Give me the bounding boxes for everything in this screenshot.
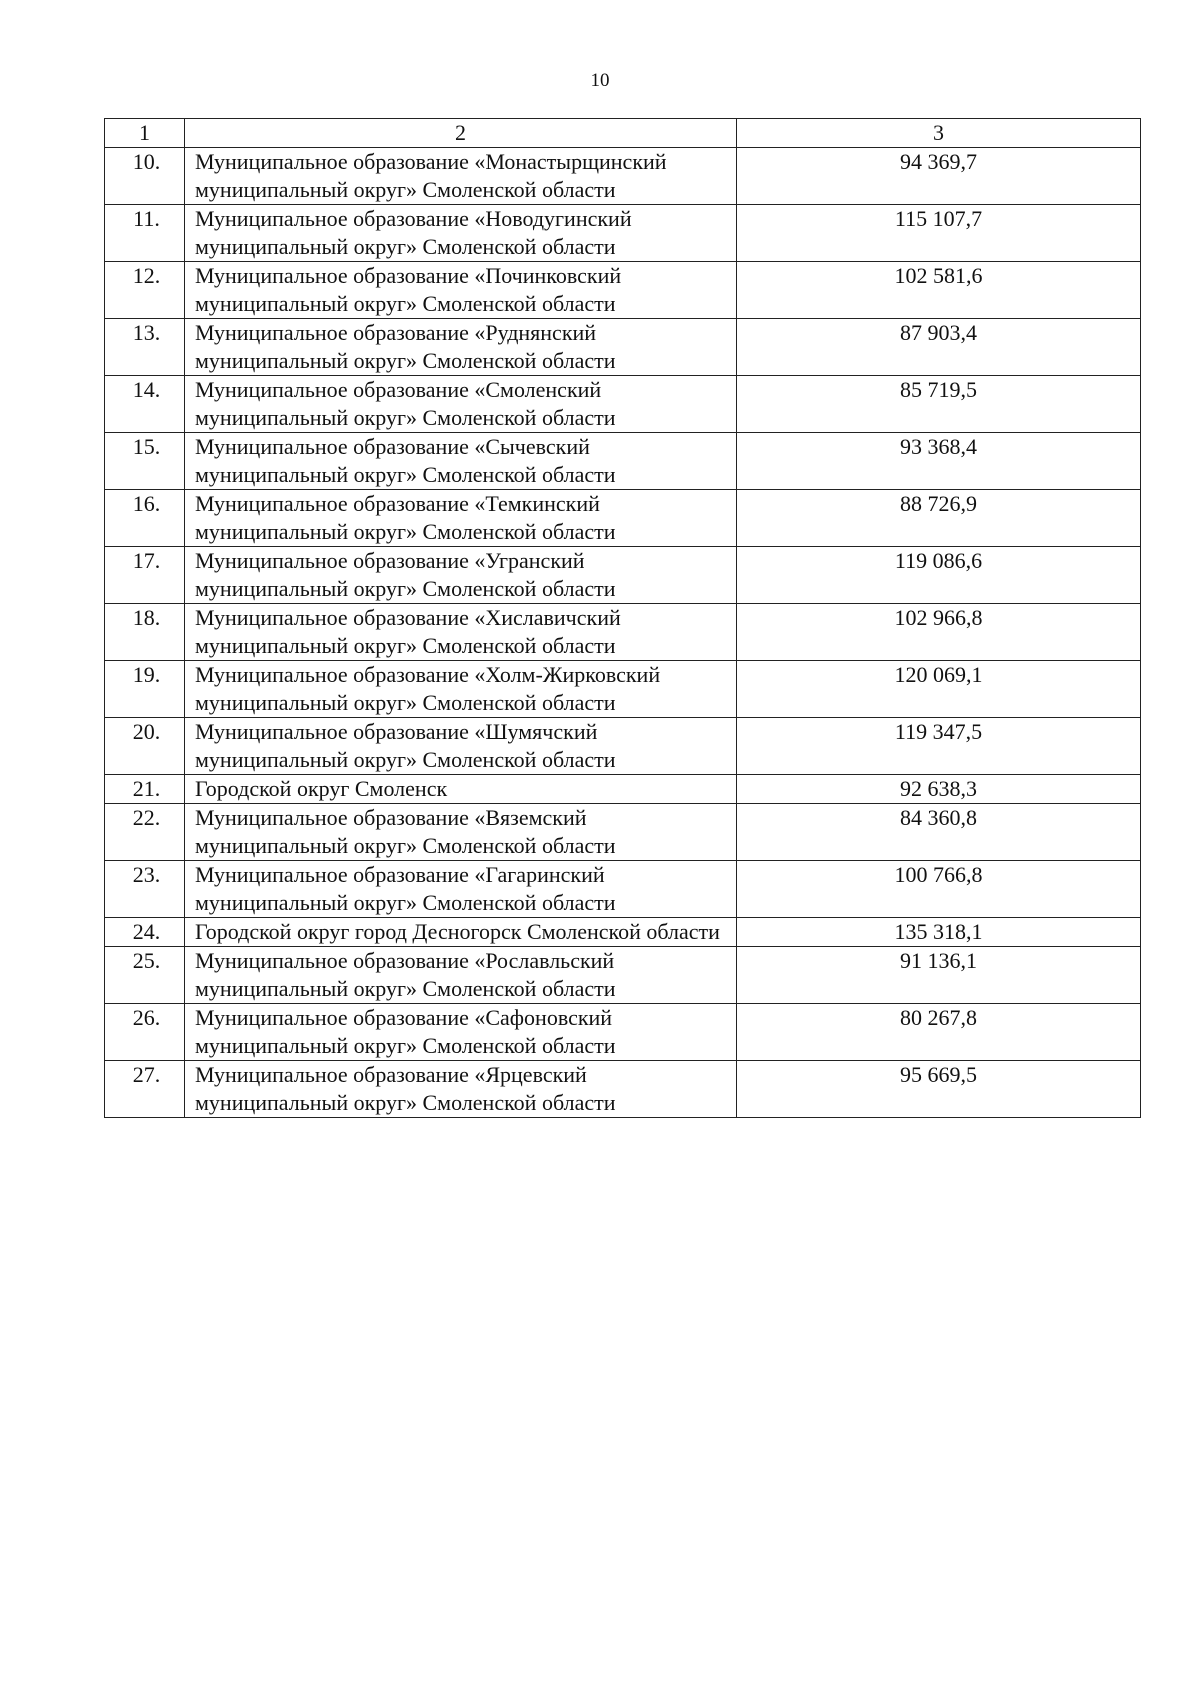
amount-cell: 102 966,8	[737, 604, 1141, 661]
amount-cell: 84 360,8	[737, 804, 1141, 861]
column-header-3: 3	[737, 119, 1141, 148]
amount-cell: 102 581,6	[737, 262, 1141, 319]
row-number-cell: 25.	[105, 947, 185, 1004]
row-number-cell: 10.	[105, 148, 185, 205]
table-row	[105, 490, 1141, 547]
amount-cell: 94 369,7	[737, 148, 1141, 205]
table-row	[105, 661, 1141, 718]
column-header-2: 2	[185, 119, 737, 148]
municipality-name-cell: Муниципальное образование «Темкинский муниципальный округ» Смоленской области	[185, 490, 737, 547]
amount-cell: 87 903,4	[737, 319, 1141, 376]
table-row	[105, 262, 1141, 319]
amount-cell: 85 719,5	[737, 376, 1141, 433]
row-number-cell: 13.	[105, 319, 185, 376]
municipality-name-cell: Городской округ Смоленск	[185, 775, 737, 804]
municipality-name-cell: Муниципальное образование «Шумячский муниципальный округ» Смоленской области	[185, 718, 737, 775]
row-number-cell: 14.	[105, 376, 185, 433]
row-number-cell: 12.	[105, 262, 185, 319]
table-row	[105, 804, 1141, 861]
table-row	[105, 775, 1141, 804]
table-row	[105, 433, 1141, 490]
table-row	[105, 918, 1141, 947]
page-number: 10	[590, 70, 610, 91]
municipality-name-cell: Муниципальное образование «Холм-Жирковский муниципальный округ» Смоленской области	[185, 661, 737, 718]
amount-cell: 119 347,5	[737, 718, 1141, 775]
municipality-name-cell: Муниципальное образование «Монастырщинский муниципальный округ» Смоленской области	[185, 148, 737, 205]
amount-cell: 91 136,1	[737, 947, 1141, 1004]
row-number-cell: 20.	[105, 718, 185, 775]
table-body	[105, 119, 1141, 1118]
row-number-cell: 26.	[105, 1004, 185, 1061]
municipality-name-cell: Муниципальное образование «Сафоновский муниципальный округ» Смоленской области	[185, 1004, 737, 1061]
municipality-name-cell: Муниципальное образование «Гагаринский муниципальный округ» Смоленской области	[185, 861, 737, 918]
municipality-name-cell: Муниципальное образование «Сычевский муниципальный округ» Смоленской области	[185, 433, 737, 490]
amount-cell: 135 318,1	[737, 918, 1141, 947]
table-row	[105, 376, 1141, 433]
municipality-name-cell: Муниципальное образование «Угранский муниципальный округ» Смоленской области	[185, 547, 737, 604]
amount-cell: 93 368,4	[737, 433, 1141, 490]
row-number-cell: 11.	[105, 205, 185, 262]
amount-cell: 120 069,1	[737, 661, 1141, 718]
amount-cell: 100 766,8	[737, 861, 1141, 918]
row-number-cell: 17.	[105, 547, 185, 604]
table-row	[105, 1004, 1141, 1061]
data-table	[104, 118, 1141, 1118]
table-row	[105, 604, 1141, 661]
municipality-name-cell: Муниципальное образование «Ярцевский муниципальный округ» Смоленской области	[185, 1061, 737, 1118]
table-row	[105, 319, 1141, 376]
row-number-cell: 27.	[105, 1061, 185, 1118]
row-number-cell: 23.	[105, 861, 185, 918]
table-header-row	[105, 119, 1141, 148]
amount-cell: 115 107,7	[737, 205, 1141, 262]
amount-cell: 119 086,6	[737, 547, 1141, 604]
amount-cell: 88 726,9	[737, 490, 1141, 547]
row-number-cell: 24.	[105, 918, 185, 947]
table-row	[105, 205, 1141, 262]
table-row	[105, 148, 1141, 205]
row-number-cell: 19.	[105, 661, 185, 718]
table-row	[105, 1061, 1141, 1118]
municipality-name-cell: Муниципальное образование «Хиславичский муниципальный округ» Смоленской области	[185, 604, 737, 661]
row-number-cell: 18.	[105, 604, 185, 661]
row-number-cell: 21.	[105, 775, 185, 804]
column-header-1: 1	[105, 119, 185, 148]
amount-cell: 92 638,3	[737, 775, 1141, 804]
municipality-name-cell: Муниципальное образование «Смоленский муниципальный округ» Смоленской области	[185, 376, 737, 433]
municipality-name-cell: Муниципальное образование «Вяземский муниципальный округ» Смоленской области	[185, 804, 737, 861]
table-row	[105, 718, 1141, 775]
municipality-name-cell: Городской округ город Десногорск Смоленской области	[185, 918, 737, 947]
municipality-name-cell: Муниципальное образование «Руднянский муниципальный округ» Смоленской области	[185, 319, 737, 376]
municipality-name-cell: Муниципальное образование «Починковский муниципальный округ» Смоленской области	[185, 262, 737, 319]
amount-cell: 80 267,8	[737, 1004, 1141, 1061]
row-number-cell: 15.	[105, 433, 185, 490]
row-number-cell: 16.	[105, 490, 185, 547]
table-row	[105, 947, 1141, 1004]
table-row	[105, 861, 1141, 918]
municipality-name-cell: Муниципальное образование «Рославльский муниципальный округ» Смоленской области	[185, 947, 737, 1004]
municipality-name-cell: Муниципальное образование «Новодугинский муниципальный округ» Смоленской области	[185, 205, 737, 262]
table-row	[105, 547, 1141, 604]
amount-cell: 95 669,5	[737, 1061, 1141, 1118]
row-number-cell: 22.	[105, 804, 185, 861]
